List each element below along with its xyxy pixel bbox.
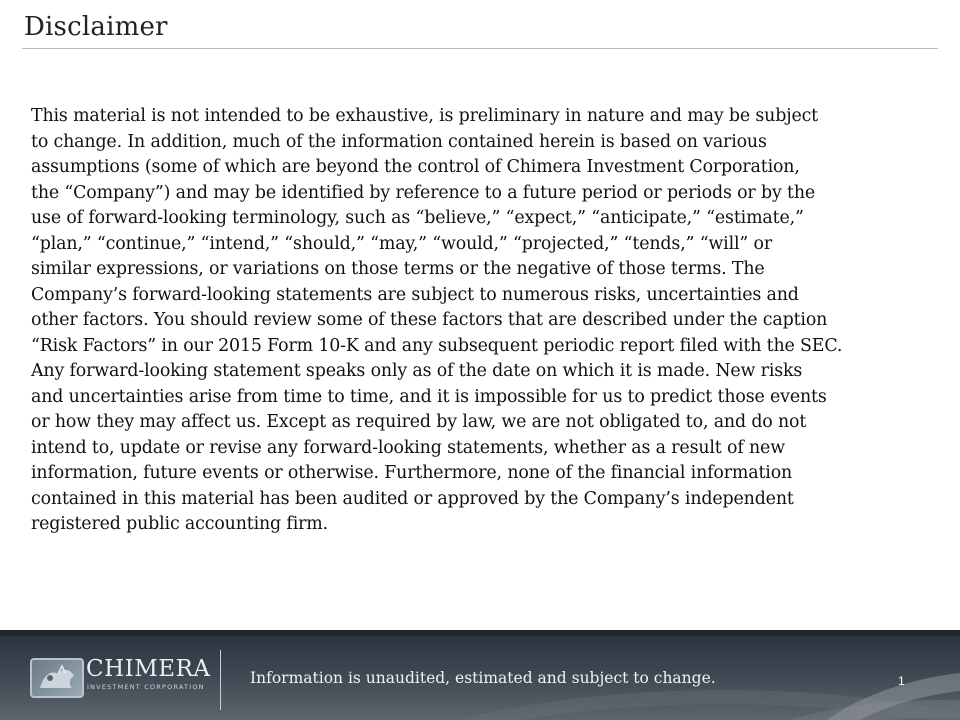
logo-wordmark: CHIMERA <box>86 656 211 682</box>
logo-subtitle: INVESTMENT CORPORATION <box>87 683 205 691</box>
footer-note: Information is unaudited, estimated and subject to change. <box>250 669 716 687</box>
chimera-emblem-icon <box>30 658 84 698</box>
title-divider <box>22 48 938 49</box>
footer-top-band <box>0 630 960 636</box>
page-number: 1 <box>898 674 905 688</box>
footer-divider <box>220 650 221 710</box>
footer-bar <box>0 630 960 720</box>
slide-title: Disclaimer <box>24 12 168 42</box>
company-logo <box>28 656 211 696</box>
disclaimer-body: This material is not intended to be exhaustive, is preliminary in nature and may be subject to change. In addition, much of the information contained herein is based on various assumptions (some of which are beyond the control of Chimera Investment Corporation, the “Company”) and may be identified by reference to a future period or periods or by the use of forward-looking terminology, such as “believe,” “expect,” “anticipate,” “estimate,” “plan,” “continue,” “intend,” “should,” “may,” “would,” “projected,” “tends,” “will” or similar expressions, or variations on those terms or the negative of those terms. The Company’s forward-looking statements are subject to numerous risks, uncertainties and other factors. You should review some of these factors that are described under the caption “Risk Factors” in our 2015 Form 10-K and any subsequent periodic report filed with the SEC. Any forward-looking statement speaks only as of the date on which it is made. New risks and uncertainties arise from time to time, and it is impossible for us to predict those events or how they may affect us. Except as required by law, we are not obligated to, and do not intend to, update or revise any forward-looking statements, whether as a result of new information, future events or otherwise. Furthermore, none of the financial information contained in this material has been audited or approved by the Company’s independent registered public accounting firm. <box>31 106 843 534</box>
